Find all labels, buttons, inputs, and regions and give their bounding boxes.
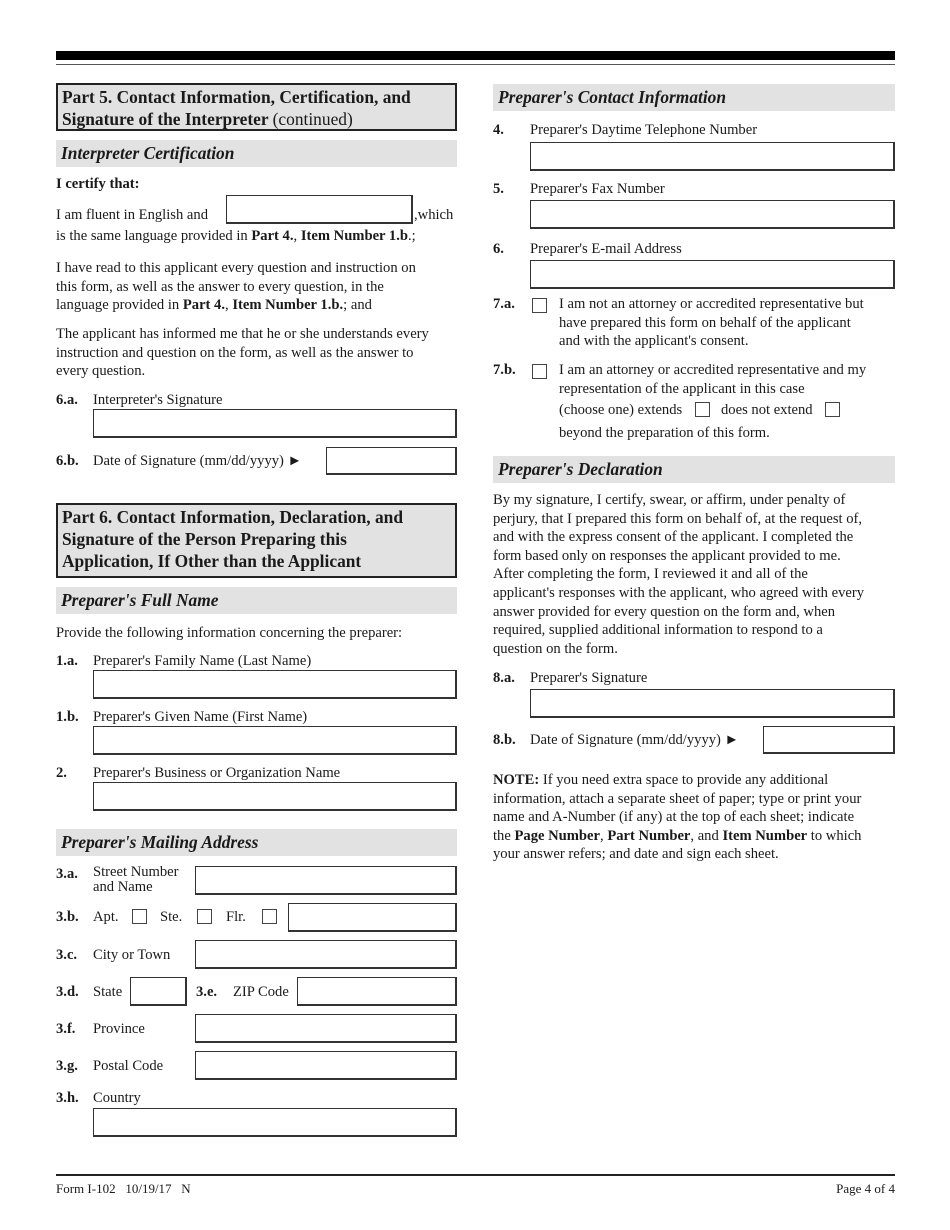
unit-number-field[interactable] xyxy=(288,903,457,932)
does-not-extend-checkbox[interactable] xyxy=(825,402,840,417)
text-line: form based only on responses the applicant provided to me. xyxy=(493,547,841,564)
form-identifier: Form I-102 10/19/17 N xyxy=(56,1181,191,1196)
preparer-signature-label: Preparer's Signature xyxy=(530,670,648,686)
text: language provided in xyxy=(56,297,180,314)
item-number-3a: 3.a. xyxy=(56,866,78,882)
text-line: your answer refers; and date and sign each sheet. xyxy=(493,846,779,863)
state-label: State xyxy=(93,984,123,1000)
zip-field[interactable] xyxy=(297,977,457,1006)
read-statement xyxy=(56,259,466,315)
preparer-date-label: Date of Signature (mm/dd/yyyy) ► xyxy=(530,732,739,748)
text-line: perjury, that I prepared this form on behalf of, at the request of, xyxy=(493,510,863,527)
business-name-label: Preparer's Business or Organization Name xyxy=(93,765,341,781)
text-line: I am an attorney or accredited representative and my xyxy=(559,362,867,378)
attorney-text xyxy=(559,361,899,398)
part6-title-line: Signature of the Person Preparing this xyxy=(62,529,347,549)
part5-continued: (continued) xyxy=(272,109,353,129)
business-name-field[interactable] xyxy=(93,782,457,811)
language-input[interactable] xyxy=(226,195,413,224)
text-line: every question. xyxy=(56,363,146,380)
beyond-preparation-text: beyond the preparation of this form. xyxy=(559,425,770,441)
item-number-1a: 1.a. xyxy=(56,653,78,669)
text: , xyxy=(293,228,298,244)
text-line: have prepared this form on behalf of the applicant xyxy=(559,314,851,331)
not-attorney-text xyxy=(559,295,899,351)
text-line: and Name xyxy=(93,879,153,895)
item-number-3b: 3.b. xyxy=(56,909,79,925)
text-line: I have read to this applicant every question and instruction on xyxy=(56,260,416,276)
text: is the same language provided in xyxy=(56,228,248,244)
section-heading-declaration: Preparer's Declaration xyxy=(493,456,895,483)
text-line: I am not an attorney or accredited representative but xyxy=(559,296,864,312)
text-line: The applicant has informed me that he or she understands every xyxy=(56,326,429,342)
fax-field[interactable] xyxy=(530,200,895,229)
text-line: question on the form. xyxy=(493,640,618,657)
note-label: NOTE: xyxy=(493,772,540,788)
declaration-text xyxy=(493,491,898,658)
extends-checkbox[interactable] xyxy=(695,402,710,417)
part5-header xyxy=(56,83,457,131)
text: Item Number xyxy=(722,827,808,844)
flr-label: Flr. xyxy=(226,909,246,925)
city-label: City or Town xyxy=(93,947,171,963)
text-line: and with the applicant's consent. xyxy=(559,333,749,350)
text: , and xyxy=(690,827,723,844)
text: Page Number xyxy=(514,827,601,844)
full-name-intro: Provide the following information concerning the preparer: xyxy=(56,625,403,641)
item-number-3d: 3.d. xyxy=(56,984,79,1000)
top-rule-thin xyxy=(56,64,895,65)
text: Item Number 1.b. xyxy=(232,297,344,314)
text-line: applicant's responses with the applicant, who agreed with every xyxy=(493,584,865,601)
footer-rule xyxy=(56,1174,895,1176)
postal-code-field[interactable] xyxy=(195,1051,457,1080)
item-number-3h: 3.h. xyxy=(56,1090,79,1106)
interpreter-date-label: Date of Signature (mm/dd/yyyy) ► xyxy=(93,453,302,469)
daytime-phone-field[interactable] xyxy=(530,142,895,171)
does-not-extend-label: does not extend xyxy=(721,402,813,418)
text-line xyxy=(493,827,898,846)
text: Item Number 1.b xyxy=(300,228,408,244)
item-number-8a: 8.a. xyxy=(493,670,515,686)
item-number-5: 5. xyxy=(493,181,504,197)
item-number-2: 2. xyxy=(56,765,67,781)
flr-checkbox[interactable] xyxy=(262,909,277,924)
text-line xyxy=(56,296,466,315)
email-label: Preparer's E-mail Address xyxy=(530,241,682,257)
item-number-6a: 6.a. xyxy=(56,392,78,408)
text: ; and xyxy=(343,297,372,314)
text-line: name and A-Number (if any) at the top of each sheet; indicate xyxy=(493,809,855,826)
item-number-7a: 7.a. xyxy=(493,296,515,312)
fluent-suffix: ,which xyxy=(414,207,454,223)
text-line: Street Number xyxy=(93,864,179,880)
province-label: Province xyxy=(93,1021,145,1037)
family-name-label: Preparer's Family Name (Last Name) xyxy=(93,653,312,669)
postal-code-label: Postal Code xyxy=(93,1058,164,1074)
part6-title-line: Application, If Other than the Applicant xyxy=(62,551,362,571)
text: If you need extra space to provide any additional xyxy=(539,772,829,788)
section-heading-full-name: Preparer's Full Name xyxy=(56,587,457,614)
apt-checkbox[interactable] xyxy=(132,909,147,924)
text-line: answer provided for every question on the form and, when xyxy=(493,603,836,620)
informed-statement xyxy=(56,325,466,381)
email-field[interactable] xyxy=(530,260,895,289)
fluent-prefix: I am fluent in English and xyxy=(56,207,208,223)
not-attorney-checkbox[interactable] xyxy=(532,298,547,313)
state-field[interactable] xyxy=(130,977,187,1006)
ste-checkbox[interactable] xyxy=(197,909,212,924)
part6-title-line: Part 6. Contact Information, Declaration, and xyxy=(62,507,404,527)
section-heading-interpreter-certification: Interpreter Certification xyxy=(56,140,457,167)
text-line: this form, as well as the answer to every question, in the xyxy=(56,278,384,295)
item-number-7b: 7.b. xyxy=(493,362,516,378)
zip-label: ZIP Code xyxy=(233,984,289,1000)
part6-header xyxy=(56,503,457,578)
preparer-signature-field[interactable] xyxy=(530,689,895,718)
ste-label: Ste. xyxy=(160,909,183,925)
interpreter-signature-field[interactable] xyxy=(93,409,457,438)
item-number-1b: 1.b. xyxy=(56,709,79,725)
top-rule-thick xyxy=(56,51,895,60)
text-line: and with the express consent of the applicant. I completed the xyxy=(493,529,854,546)
same-language-text xyxy=(56,227,416,246)
text: Part Number xyxy=(607,827,691,844)
province-field[interactable] xyxy=(195,1014,457,1043)
street-field[interactable] xyxy=(195,866,457,895)
interpreter-signature-label: Interpreter's Signature xyxy=(93,392,223,408)
certify-label: I certify that: xyxy=(56,176,140,192)
family-name-field[interactable] xyxy=(93,670,457,699)
item-number-4: 4. xyxy=(493,122,504,138)
section-heading-contact-information: Preparer's Contact Information xyxy=(493,84,895,111)
fax-label: Preparer's Fax Number xyxy=(530,181,665,197)
page-number: Page 4 of 4 xyxy=(836,1181,895,1196)
daytime-phone-label: Preparer's Daytime Telephone Number xyxy=(530,122,758,138)
choose-one-label: (choose one) extends xyxy=(559,402,683,418)
text: , xyxy=(225,297,229,314)
given-name-field[interactable] xyxy=(93,726,457,755)
text-line: required, supplied additional information to respond to a xyxy=(493,622,823,639)
text: to which xyxy=(807,827,862,844)
city-field[interactable] xyxy=(195,940,457,969)
text-line xyxy=(493,771,898,790)
item-number-3f: 3.f. xyxy=(56,1021,76,1037)
part5-title: Part 5. Contact Information, Certification, and Signature of the Interpreter xyxy=(62,87,411,129)
note-text xyxy=(493,771,898,864)
text-line: After completing the form, I reviewed it and all of the xyxy=(493,566,808,583)
section-heading-mailing-address: Preparer's Mailing Address xyxy=(56,829,457,856)
given-name-label: Preparer's Given Name (First Name) xyxy=(93,709,308,725)
text-line: By my signature, I certify, swear, or affirm, under penalty of xyxy=(493,492,846,508)
text: the xyxy=(493,827,515,844)
text: .; xyxy=(407,228,416,244)
preparer-date-field[interactable] xyxy=(763,726,895,754)
item-number-3c: 3.c. xyxy=(56,947,78,963)
text: Part 4. xyxy=(251,228,294,244)
item-number-8b: 8.b. xyxy=(493,732,516,748)
text: , xyxy=(600,827,608,844)
street-label xyxy=(93,865,179,895)
text-line: representation of the applicant in this case xyxy=(559,380,805,397)
interpreter-date-field[interactable] xyxy=(326,447,457,475)
attorney-checkbox[interactable] xyxy=(532,364,547,379)
country-label: Country xyxy=(93,1090,141,1106)
item-number-6b: 6.b. xyxy=(56,453,79,469)
text-line: information, attach a separate sheet of paper; type or print your xyxy=(493,790,862,807)
text: Part 4. xyxy=(182,297,226,314)
item-number-3g: 3.g. xyxy=(56,1058,78,1074)
country-field[interactable] xyxy=(93,1108,457,1137)
text-line: instruction and question on the form, as well as the answer to xyxy=(56,344,414,361)
apt-label: Apt. xyxy=(93,909,119,925)
item-number-6: 6. xyxy=(493,241,504,257)
item-number-3e: 3.e. xyxy=(196,984,218,1000)
